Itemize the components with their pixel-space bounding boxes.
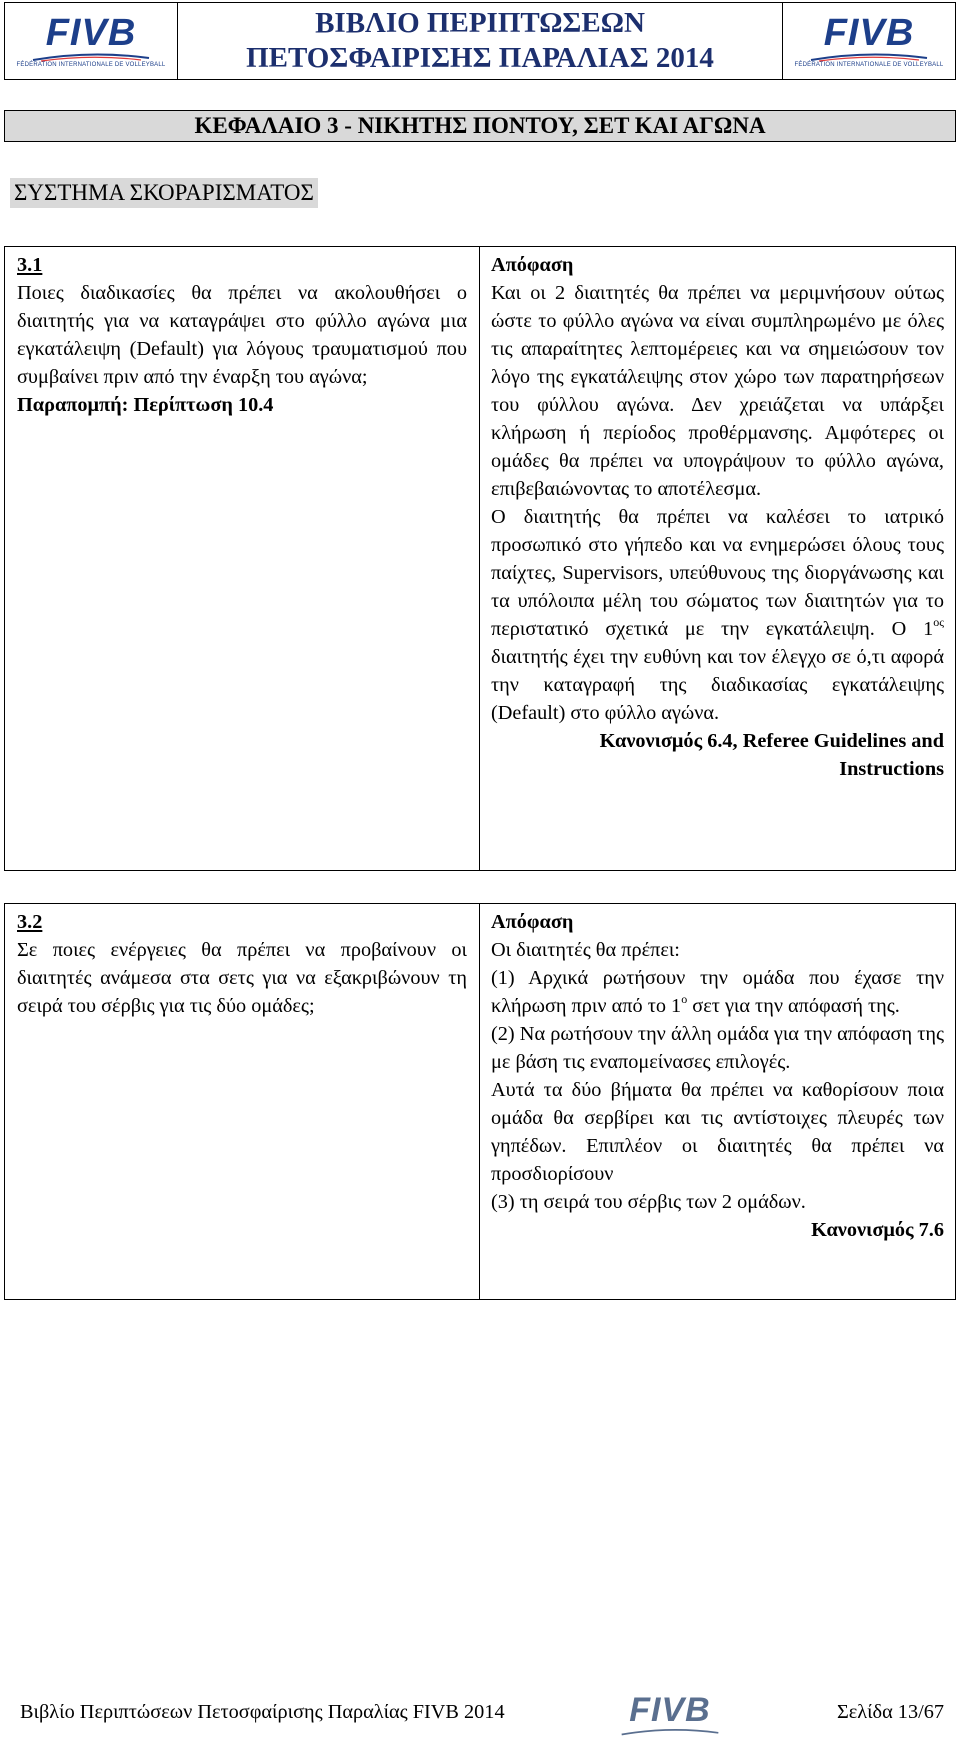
case-number: 3.2 (17, 911, 43, 933)
fivb-swoosh-icon (809, 52, 929, 62)
page-header (4, 2, 956, 80)
decision-text: (1) Αρχικά ρωτήσουν την ομάδα που έχασε την κλήρωση πριν από το 1 (491, 967, 944, 1017)
decision-step (491, 964, 944, 1020)
ordinal-superscript: ο (681, 992, 688, 1006)
page-footer (20, 1693, 944, 1733)
decision-paragraph (491, 503, 944, 727)
fivb-logo-subtitle: FÉDÉRATION INTERNATIONALE DE VOLLEYBALL (16, 61, 166, 68)
fivb-logo-subtitle: FÉDÉRATION INTERNATIONALE DE VOLLEYBALL (794, 61, 944, 68)
decision-intro: Οι διαιτητές θα πρέπει: (491, 939, 680, 961)
decision-text: διαιτητής έχει την ευθύνη και τον έλεγχο σε ό,τι αφορά την καταγραφή της διαδικασίας εγκατάλειψης (Default) στο φύλλο αγώνα. (491, 646, 944, 724)
decision-paragraph: Αυτά τα δύο βήματα θα πρέπει να καθορίσουν ποια ομάδα θα σερβίρει και τις αντίστοιχες πλευρές των γηπέδων. Επιπλέον οι διαιτητές θα πρέπει να προσδιορίσουν (491, 1079, 944, 1185)
decision-paragraph: Και οι 2 διαιτητές θα πρέπει να μεριμνήσουν ούτως ώστε το φύλλο αγώνα να είναι συμπληρωμένο με όλες τις απαραίτητες λεπτομέρειες και να σημειώσουν τον λόγο της εγκατάλειψης στον χώρο των παρατηρήσεων του φύλλου αγώνα. Δεν χρειάζεται να υπάρξει κλήρωση ή περίοδος προθέρμανσης. Αμφότερες οι ομάδες θα πρέπει να υπογράψουν το φύλλο αγώνα, επιβεβαιώνοντας το αποτέλεσμα. (491, 282, 944, 500)
case-reference: Παραπομπή: Περίπτωση 10.4 (17, 394, 274, 416)
ordinal-superscript: ος (933, 615, 944, 629)
section-title: ΣΥΣΤΗΜΑ ΣΚΟΡΑΡΙΣΜΑΤΟΣ (10, 178, 318, 208)
footer-book-title: Βιβλίο Περιπτώσεων Πετοσφαίρισης Παραλίας FIVB 2014 (20, 1701, 505, 1723)
rule-reference: Κανονισμός 7.6 (811, 1219, 944, 1241)
case-question: Σε ποιες ενέργειες θα πρέπει να προβαίνουν οι διαιτητές ανάμεσα στα σετς για να εξακριβώνουν τη σειρά του σέρβις για τις δύο ομάδες; (17, 939, 467, 1017)
chapter-title: ΚΕΦΑΛΑΙΟ 3 - ΝΙΚΗΤΗΣ ΠΟΝΤΟΥ, ΣΕΤ ΚΑΙ ΑΓΩΝΑ (4, 110, 956, 142)
fivb-logo-word: FIVB (629, 1691, 711, 1729)
decision-step: (3) τη σειρά του σέρβις των 2 ομάδων. (491, 1191, 806, 1213)
case-decision-cell (480, 247, 955, 870)
header-logo-left-cell (5, 3, 177, 79)
header-title-line1: ΒΙΒΛΙΟ ΠΕΡΙΠΤΩΣΕΩΝ (315, 7, 645, 39)
decision-text: Ο διαιτητής θα πρέπει να καλέσει το ιατρικό προσωπικό στο γήπεδο και να ενημερώσει όλους τους παίχτες, Supervisors, υπεύθυνους της διοργάνωσης και τα υπόλοιπα μέλη του σώματος των διαιτητών για το περιστατικό σχετικά με την εγκατάλειψη. Ο 1 (491, 506, 944, 640)
header-title-line2: ΠΕΤΟΣΦΑΙΡΙΣΗΣ ΠΑΡΑΛΙΑΣ 2014 (246, 42, 714, 74)
case-question-cell (5, 904, 480, 1299)
case-question-cell (5, 247, 480, 870)
page-number: Σελίδα 13/67 (836, 1701, 944, 1723)
decision-label: Απόφαση (491, 254, 574, 276)
fivb-swoosh-icon (31, 52, 151, 62)
footer-fivb-logo (620, 1693, 720, 1737)
decision-label: Απόφαση (491, 911, 574, 933)
header-logo-right-cell (783, 3, 955, 79)
decision-step: (2) Να ρωτήσουν την άλλη ομάδα για την απόφαση της με βάση τις εναπομείνασες επιλογές. (491, 1023, 944, 1073)
case-decision-cell (480, 904, 955, 1299)
case-table (4, 903, 956, 1300)
fivb-logo-word: FIVB (823, 11, 915, 54)
decision-text: σετ για την απόφασή της. (687, 995, 900, 1017)
fivb-logo-right (794, 11, 944, 69)
fivb-swoosh-icon (620, 1727, 720, 1737)
case-question: Ποιες διαδικασίες θα πρέπει να ακολουθήσει ο διαιτητής για να καταγράψει στο φύλλο αγώνα μια εγκατάλειψη (Default) για λόγους τραυματισμού που συμβαίνει πριν από την έναρξη του αγώνα; (17, 282, 467, 388)
header-title-cell (177, 3, 783, 79)
fivb-logo-word: FIVB (45, 11, 137, 54)
case-table (4, 246, 956, 871)
case-number: 3.1 (17, 254, 43, 276)
fivb-logo-left (16, 11, 166, 69)
rule-reference: Κανονισμός 6.4, Referee Guidelines and Instructions (599, 730, 944, 780)
